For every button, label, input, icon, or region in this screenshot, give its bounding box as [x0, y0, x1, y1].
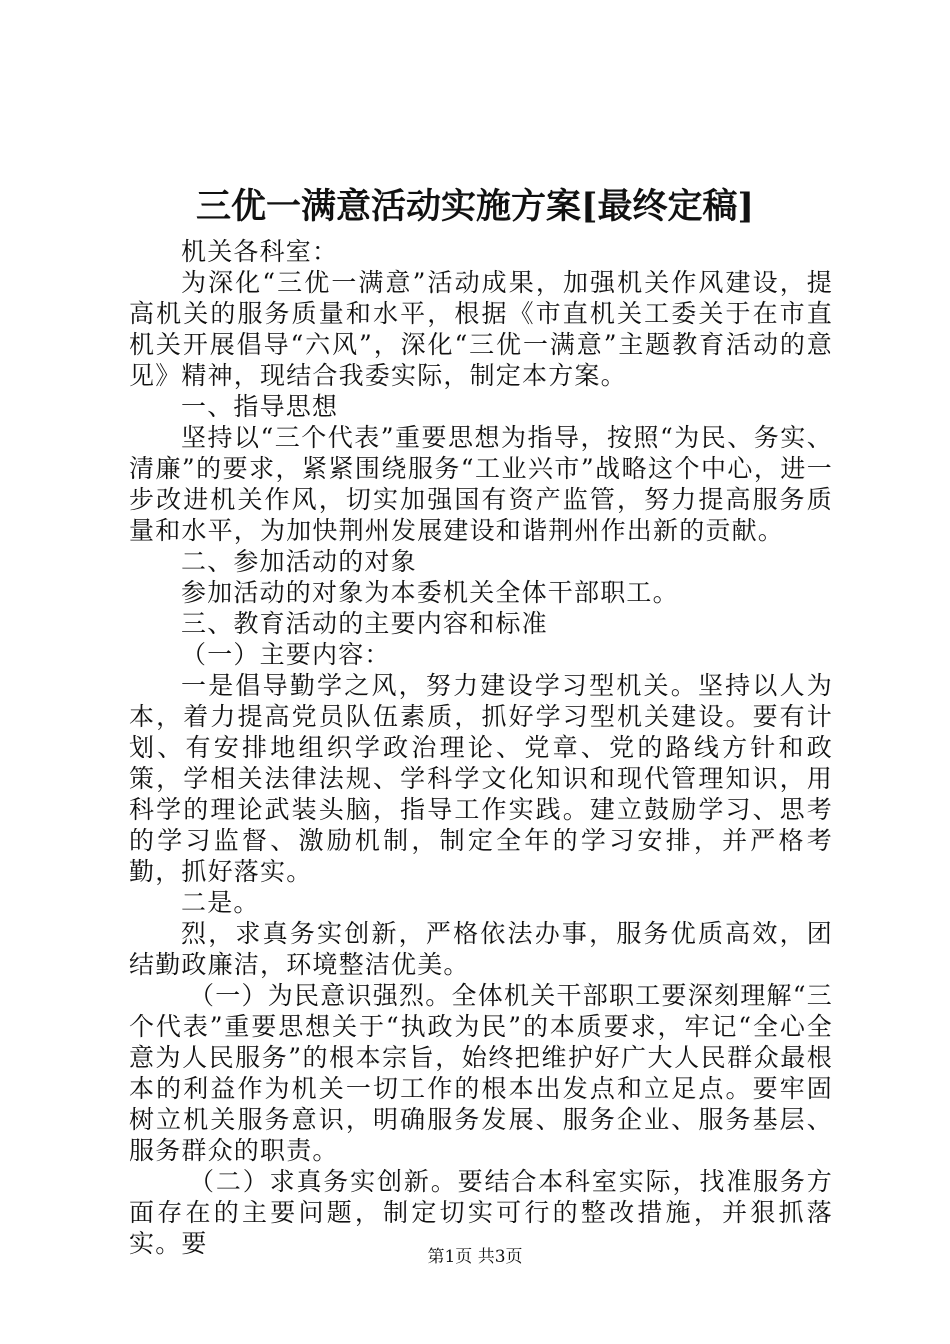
subheading-main-content: （一）主要内容： [181, 640, 391, 669]
document-title: 三优一满意活动实施方案[最终定稿] [195, 186, 755, 227]
document-body [129, 236, 833, 1259]
paragraph-second: 二是。 [181, 888, 260, 917]
page-footer: 第1页 共3页 [427, 1247, 523, 1267]
paragraph-intro: 为深化“三优一满意”活动成果，加强机关作风建设，提高机关的服务质量和水平，根据《市直机关工委关于在市直机关开展倡导“六风”，深化“三优一满意”主题教育活动的意见》精神，现结合我委实际，制定本方案。 [129, 268, 833, 390]
heading-content-standards: 三、教育活动的主要内容和标准 [181, 609, 548, 638]
paragraph-pragmatic-innovation: （二）求真务实创新。要结合本科室实际，找准服务方面存在的主要问题，制定切实可行的整改措施，并狠抓落实。要 [129, 1167, 833, 1258]
heading-guiding-thought: 一、指导思想 [181, 392, 339, 421]
heading-participants: 二、参加活动的对象 [181, 547, 417, 576]
paragraph-participants: 参加活动的对象为本委机关全体干部职工。 [181, 578, 679, 607]
paragraph-guiding-thought: 坚持以“三个代表”重要思想为指导，按照“为民、务实、清廉”的要求，紧紧围绕服务“工业兴市”战略这个中心，进一步改进机关作风，切实加强国有资产监管，努力提高服务质量和水平，为加快荆州发展建设和谐荆州作出新的贡献。 [129, 423, 833, 545]
paragraph-standards: 烈，求真务实创新，严格依法办事，服务优质高效，团结勤政廉洁，环境整洁优美。 [129, 919, 833, 979]
paragraph-study: 一是倡导勤学之风，努力建设学习型机关。坚持以人为本，着力提高党员队伍素质，抓好学习型机关建设。要有计划、有安排地组织学政治理论、党章、党的路线方针和政策，学相关法律法规、学科学文化知识和现代管理知识，用科学的理论武装头脑，指导工作实践。建立鼓励学习、思考的学习监督、激励机制，制定全年的学习安排，并严格考勤，抓好落实。 [129, 671, 833, 886]
salutation: 机关各科室： [181, 237, 339, 266]
paragraph-people-awareness: （一）为民意识强烈。全体机关干部职工要深刻理解“三个代表”重要思想关于“执政为民”的本质要求，牢记“全心全意为人民服务”的根本宗旨，始终把维护好广大人民群众最根本的利益作为机关一切工作的根本出发点和立足点。要牢固树立机关服务意识，明确服务发展、服务企业、服务基层、服务群众的职责。 [129, 981, 833, 1165]
